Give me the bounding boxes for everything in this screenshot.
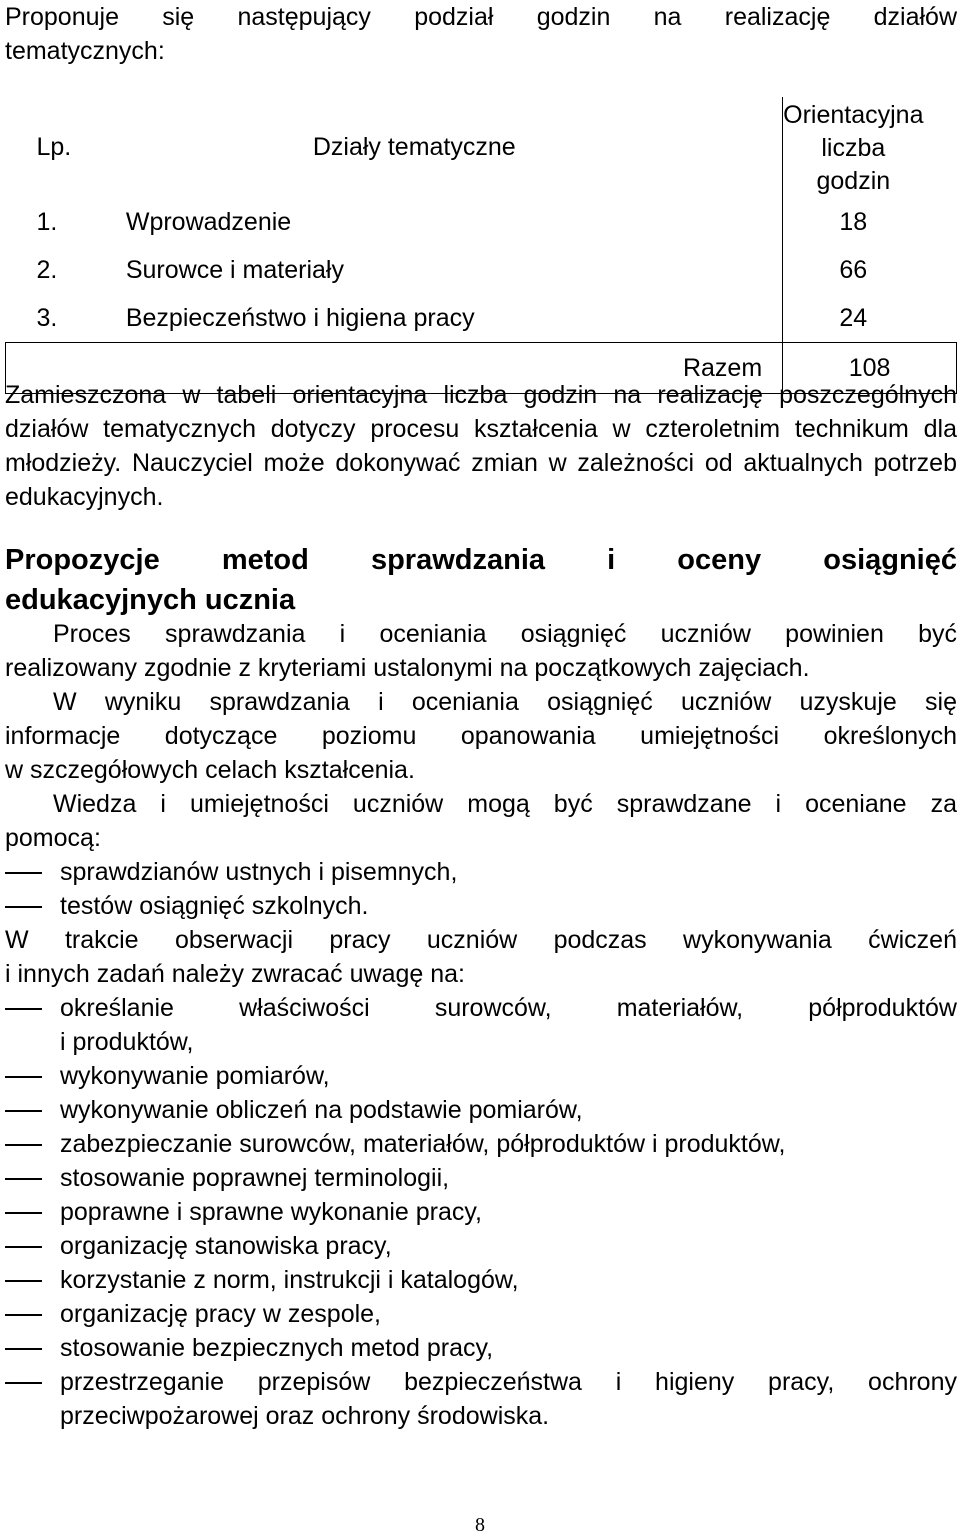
row-name: Wprowadzenie	[122, 198, 783, 246]
list-item: zabezpieczanie surowców, materiałów, półproduktów i produktów,	[5, 1127, 957, 1161]
p1-line-2: realizowany zgodnie z kryteriami ustalonymi na początkowych zajęciach.	[5, 654, 810, 682]
list-item: stosowanie bezpiecznych metod pracy,	[5, 1331, 957, 1365]
row-lp: 3.	[36, 303, 58, 332]
row-hours: 66	[839, 255, 868, 284]
total-label: Razem	[122, 343, 783, 394]
criteria-list-block	[5, 991, 957, 1433]
table-row	[6, 198, 957, 246]
p3-line-2: pomocą:	[5, 824, 101, 852]
hours-table	[5, 97, 957, 394]
p1-line-1: Proces sprawdzania i oceniania osiągnięć uczniów powinien być	[53, 620, 957, 648]
p2-line-2: informacje dotyczące poziomu opanowania umiejętności określonych	[5, 722, 957, 750]
list-item: określanie właściwości surowców, materiałów, półproduktów i produktów,	[5, 991, 957, 1059]
assessment-paragraph-1	[5, 617, 957, 685]
list-item: przestrzeganie przepisów bezpieczeństwa i higieny pracy, ochrony przeciwpożarowej oraz ochrony środowiska.	[5, 1365, 957, 1433]
assessment-paragraph-4	[5, 923, 957, 991]
assessment-paragraph-2	[5, 685, 957, 787]
intro-line-2: tematycznych:	[5, 37, 165, 65]
intro-line-1: Proponuje się następujący podział godzin na realizację działów	[5, 3, 957, 31]
table-row	[6, 294, 957, 343]
header-hours	[783, 97, 957, 198]
methods-list-block	[5, 855, 957, 923]
list-item: sprawdzianów ustnych i pisemnych,	[5, 855, 957, 889]
list-item: organizację pracy w zespole,	[5, 1297, 957, 1331]
p3-line-1: Wiedza i umiejętności uczniów mogą być sprawdzane i oceniane za	[53, 790, 957, 818]
table-row	[6, 246, 957, 294]
section-heading-line-2: edukacyjnych ucznia	[5, 584, 296, 616]
table-header-row	[6, 97, 957, 198]
list-item: organizację stanowiska pracy,	[5, 1229, 957, 1263]
header-lp: Lp.	[36, 133, 72, 161]
p4-line-2: i innych zadań należy zwracać uwagę na:	[5, 960, 465, 988]
p2-line-3: w szczegółowych celach kształcenia.	[5, 756, 415, 784]
header-hours-line-2: liczba godzin	[816, 134, 891, 195]
section-heading-line-1: Propozycje metod sprawdzania i oceny osiągnięć	[5, 544, 957, 576]
methods-list	[5, 855, 957, 923]
note-paragraph: Zamieszczona w tabeli orientacyjna liczba godzin na realizację poszczególnych działów tematycznych dotyczy procesu kształcenia w czteroletnim technikum dla młodzieży. Nauczyciel może dokonywać zmian w zależności od aktualnych potrzeb edukacyjnych.	[5, 381, 957, 511]
section-heading	[5, 540, 957, 620]
header-hours-line-1: Orientacyjna	[783, 101, 924, 129]
row-hours: 24	[839, 303, 868, 332]
criteria-list	[5, 991, 957, 1433]
row-lp: 2.	[36, 255, 58, 284]
p2-line-1: W wyniku sprawdzania i oceniania osiągnięć uczniów uzyskuje się	[53, 688, 957, 716]
total-hours: 108	[783, 343, 957, 394]
list-item: korzystanie z norm, instrukcji i katalogów,	[5, 1263, 957, 1297]
list-item: wykonywanie pomiarów,	[5, 1059, 957, 1093]
header-sections: Działy tematyczne	[122, 97, 783, 198]
list-item: testów osiągnięć szkolnych.	[5, 889, 957, 923]
row-hours: 18	[839, 207, 868, 236]
row-name: Surowce i materiały	[122, 246, 783, 294]
list-item: poprawne i sprawne wykonanie pracy,	[5, 1195, 957, 1229]
p4-line-1: W trakcie obserwacji pracy uczniów podczas wykonywania ćwiczeń	[5, 926, 957, 954]
row-name: Bezpieczeństwo i higiena pracy	[122, 294, 783, 343]
intro-paragraph	[5, 0, 957, 68]
assessment-paragraph-3	[5, 787, 957, 855]
row-lp: 1.	[36, 207, 58, 236]
page-number: 8	[475, 1514, 485, 1536]
list-item: wykonywanie obliczeń na podstawie pomiarów,	[5, 1093, 957, 1127]
list-item: stosowanie poprawnej terminologii,	[5, 1161, 957, 1195]
